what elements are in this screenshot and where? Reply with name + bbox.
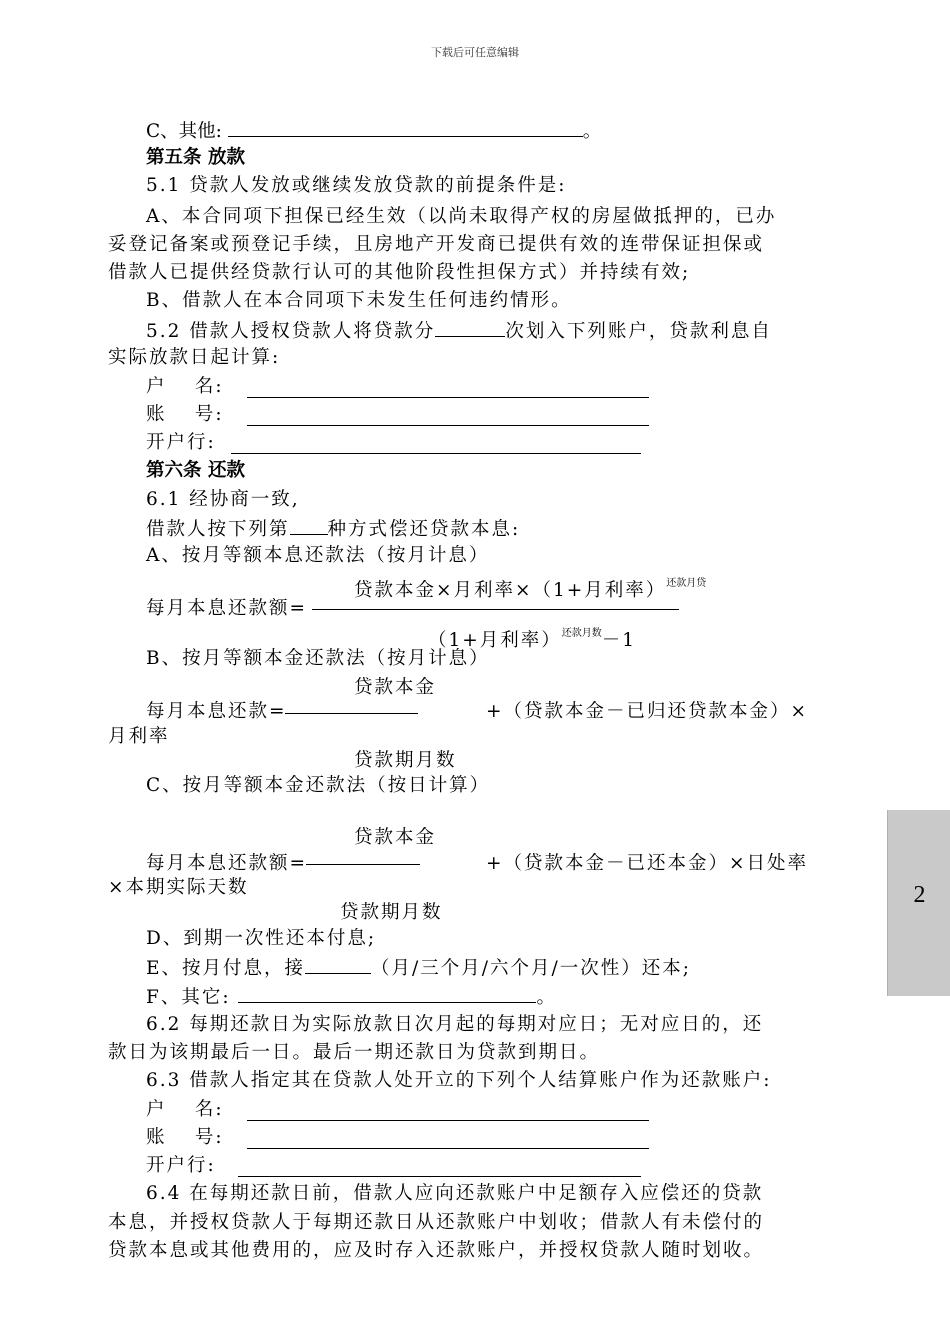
repay-account-bank-label: 开户行: [146,1155,216,1176]
blank-field [238,984,536,1003]
account-number-label: 账 号: [146,404,224,425]
formula-a-fraction-bar [312,609,679,610]
formula-a-denominator: （1+月利率）$^{还款月数}$－1 [428,628,637,651]
blank-field [228,118,583,137]
formula-c-lhs: 每月本息还款额= [146,853,308,874]
clause-5-1-b: B、借款人在本合同项下未发生任何违约情形。 [146,290,572,311]
formula-b-wrap: 月利率 [108,726,170,747]
account-name-blank [247,397,649,398]
clause-6-4-line3: 贷款本息或其他费用的，应及时存入还款账户，并授权贷款人随时划收。 [108,1240,765,1261]
clause-6-4-line2: 本息，并授权贷款人于每期还款日从还款账户中划收；借款人有未偿付的 [108,1212,765,1233]
account-bank-blank [231,453,641,454]
clause-5-1-a: A、本合同项下担保已经生效（以尚未取得产权的房屋做抵押的，已办 [146,206,777,227]
method-e: E、按月付息，接 （月/三个月/六个月/一次性）还本; [146,955,691,981]
method-f: F、其它: 。 [146,984,557,1010]
clause-5-2-line2: 实际放款日起计算: [108,347,281,368]
clause-5-1: 5.1 贷款人发放或继续发放贷款的前提条件是: [146,175,567,196]
article-6-title: 第六条 还款 [146,460,245,481]
blank-field [435,318,505,337]
method-b: B、按月等额本金还款法（按月计息） [146,648,490,669]
repay-account-number-blank [247,1148,649,1149]
formula-c-wrap: ×本期实际天数 [108,877,249,898]
formula-c-numerator: 贷款本金 [354,827,437,848]
formula-b-rhs: +（贷款本金－已归还贷款本金）× [486,701,809,722]
method-c: C、按月等额本金还款法（按日计算） [146,775,491,796]
article-5-title: 第五条 放款 [146,147,245,168]
page-number: 2 [913,882,926,908]
blank-field [305,955,371,974]
repay-account-name-blank [247,1120,649,1121]
repay-account-number-label: 账 号: [146,1127,224,1148]
clause-5-1-a-line2: 妥登记备案或预登记手续，且房地产开发商已提供有效的连带保证担保或 [108,234,765,255]
formula-c-denominator: 贷款期月数 [340,902,443,923]
formula-c-fraction-bar [306,864,420,865]
clause-6-3: 6.3 借款人指定其在贷款人处开立的下列个人结算账户作为还款账户: [146,1070,772,1091]
account-number-blank [247,425,649,426]
method-a: A、按月等额本息还款法（按月计息） [146,545,490,566]
clause-6-4: 6.4 在每期还款日前，借款人应向还款账户中足额存入应偿还的贷款 [146,1183,764,1204]
account-bank-label: 开户行: [146,432,216,453]
formula-a-numerator: 贷款本金×月利率×（1+月利率）$^{还款月贷}$ [354,578,707,601]
repay-account-name-label: 户 名: [146,1099,224,1120]
formula-c-rhs: +（贷款本金－已还本金）×日处率 [486,853,809,874]
repay-account-bank-blank [238,1176,641,1177]
blank-field [290,516,328,535]
formula-b-fraction-bar [285,713,418,714]
formula-a-lhs: 每月本息还款额= [146,598,308,619]
clause-6-2-line2: 款日为该期最后一日。最后一期还款日为贷款到期日。 [108,1042,601,1063]
formula-b-lhs: 每月本息还款= [146,701,287,722]
clause-6-2: 6.2 每期还款日为实际放款日次月起的每期对应日；无对应日的，还 [146,1014,764,1035]
clause-5-1-a-line3: 借款人已提供经贷款行认可的其他阶段性担保方式）并持续有效; [108,262,691,283]
clause-5-2: 5.2 借款人授权贷款人将贷款分 次划入下列账户，贷款利息自 [146,318,772,344]
formula-b-numerator: 贷款本金 [354,677,437,698]
page-number-tab [887,810,950,996]
page-header: 下载后可任意编辑 [431,46,519,59]
clause-c-other: C、其他: 。 [146,118,601,144]
clause-6-1: 6.1 经协商一致, [146,489,300,510]
clause-6-1-method: 借款人按下列第 种方式偿还贷款本息: [146,516,520,542]
method-d: D、到期一次性还本付息; [146,928,377,949]
formula-b-denominator: 贷款期月数 [354,750,457,771]
account-name-label: 户 名: [146,376,224,397]
